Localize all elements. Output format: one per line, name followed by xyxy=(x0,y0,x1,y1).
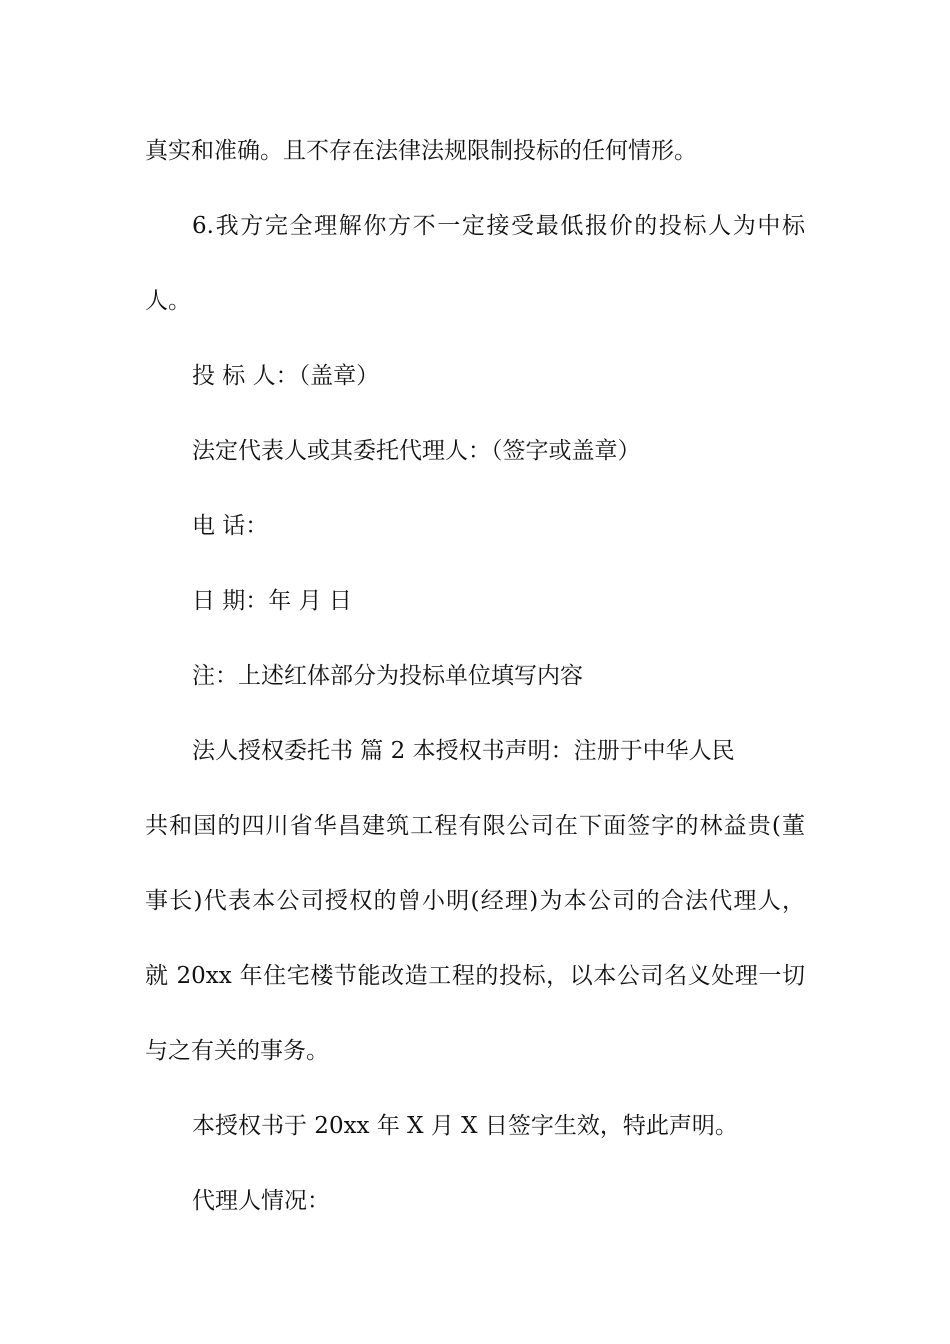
agent-info-line: 代理人情况： xyxy=(192,1188,330,1214)
phone-line: 电 话： xyxy=(192,513,269,539)
paragraph-line: 共和国的四川省华昌建筑工程有限公司在下面签字的林益贵(董 xyxy=(145,813,805,839)
note-line: 注：上述红体部分为投标单位填写内容 xyxy=(192,663,583,689)
paragraph-line: 事长)代表本公司授权的曾小明(经理)为本公司的合法代理人， xyxy=(145,888,805,914)
paragraph-line: 与之有关的事务。 xyxy=(145,1038,329,1064)
paragraph-line: 6.我方完全理解你方不一定接受最低报价的投标人为中标 xyxy=(192,213,805,239)
paragraph-line: 就 20xx 年住宅楼节能改造工程的投标，以本公司名义处理一切 xyxy=(145,963,805,989)
legal-representative-line: 法定代表人或其委托代理人：（签字或盖章） xyxy=(192,438,641,464)
bidder-seal-line: 投 标 人：（盖章） xyxy=(192,363,380,389)
paragraph-line: 真实和准确。且不存在法律法规限制投标的任何情形。 xyxy=(145,138,697,164)
date-line: 日 期：年 月 日 xyxy=(192,588,352,614)
effective-date-line: 本授权书于 20xx 年 X 月 X 日签字生效，特此声明。 xyxy=(192,1113,738,1139)
paragraph-line: 人。 xyxy=(145,288,191,314)
section-heading-line: 法人授权委托书 篇 2 本授权书声明：注册于中华人民 xyxy=(192,738,735,764)
